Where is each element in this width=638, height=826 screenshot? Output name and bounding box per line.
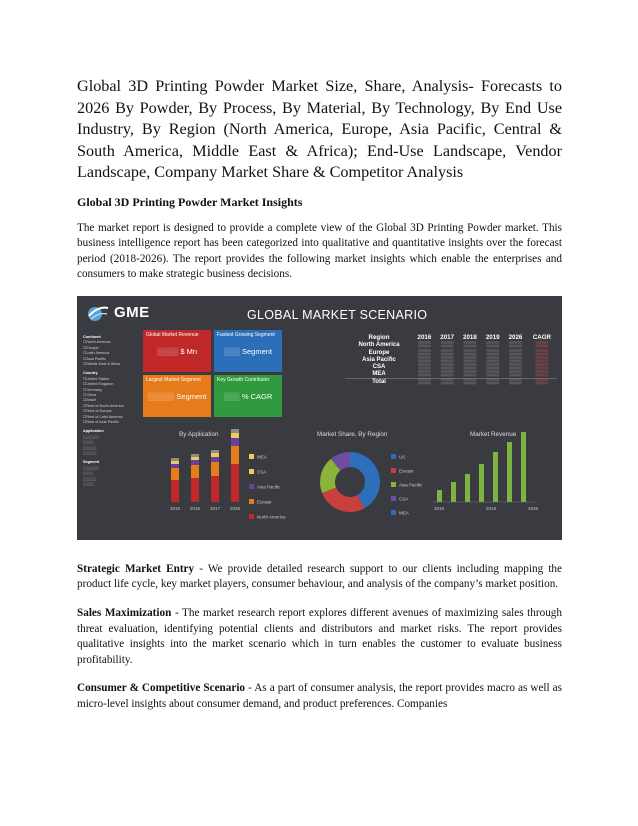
application-legend-label: Europe	[257, 499, 272, 505]
donut-legend-label: CSA	[399, 496, 409, 502]
region-table-row	[345, 363, 557, 370]
growth-value: % CAGR	[241, 391, 273, 401]
region-table-row	[345, 378, 557, 386]
application-legend-label: CSA	[257, 469, 267, 475]
benefit-paragraphs	[77, 562, 562, 713]
redacted-cell: ▒▒▒	[535, 371, 549, 378]
region-name: CSA	[372, 364, 386, 371]
application-bar-segment	[171, 458, 179, 461]
donut-legend-swatch	[391, 454, 396, 459]
kpi-boxes	[143, 330, 283, 418]
application-bar-segment	[191, 454, 199, 457]
benefit-text: - As a part of consumer analysis, the report provides macro as well as micro-level insights about consumer demand, and product preferences. Companies	[77, 682, 562, 711]
application-legend-label: North America	[257, 514, 286, 520]
region-name: Asia Pacific	[362, 356, 396, 363]
application-bar-segment	[231, 429, 239, 433]
region-table-row	[345, 349, 557, 356]
country-checkbox[interactable]: ☐United Kingdom	[83, 382, 114, 387]
continent-checkbox[interactable]: ☐Middle East & Africa	[83, 361, 121, 366]
revenue-box: Global Market Revenue ▒▒▒▒ $ Mn	[143, 330, 211, 372]
revenue-bar	[493, 452, 498, 502]
region-table-header: Region	[368, 333, 390, 341]
application-legend-swatch	[249, 499, 254, 504]
insights-heading: Global 3D Printing Powder Market Insights	[77, 194, 303, 209]
application-legend-swatch	[249, 514, 254, 519]
application-bar-segment	[211, 476, 219, 502]
region-table-header: CAGR	[532, 333, 552, 341]
donut-legend-swatch	[391, 468, 396, 473]
growth-box: Key Growth Contributor ▒▒▒ % CAGR	[214, 375, 282, 417]
redacted-cell: ▒▒▒	[440, 342, 454, 349]
revenue-bar	[479, 464, 484, 502]
region-table-header: 2016	[417, 333, 432, 341]
benefit-paragraph	[77, 606, 562, 668]
application-year-label: 2016	[189, 505, 201, 511]
country-list	[83, 377, 143, 426]
country-checkbox[interactable]: ☐United States	[83, 376, 110, 381]
redacted-cell: ▒▒▒	[481, 378, 504, 386]
application-bar-segment	[191, 457, 199, 460]
redacted-cell: ▒▒▒	[440, 364, 454, 371]
redacted-cell: ▒▒▒	[504, 378, 527, 386]
donut-legend-swatch	[391, 482, 396, 487]
segment-list-blurred: ▒▒▒▒▒▒ ▒▒▒▒ ▒▒▒▒▒ ▒▒▒▒	[83, 465, 100, 487]
fastest-value: Segment	[242, 346, 273, 356]
revenue-year-label: 2026	[527, 505, 539, 511]
donut-legend-swatch	[391, 496, 396, 501]
application-bar-segment	[211, 462, 219, 476]
scenario-heading: GLOBAL MARKET SCENARIO	[247, 307, 428, 322]
donut-slice	[350, 452, 380, 508]
redacted-cell: ▒▒▒	[418, 356, 431, 363]
region-table-header: 2019	[485, 333, 500, 341]
redacted-cell: ▒▒▒	[463, 342, 477, 349]
donut-legend-label: Europe	[399, 468, 414, 474]
redacted-cell: ▒▒▒	[535, 349, 549, 356]
continent-checkbox[interactable]: ☐North America	[83, 340, 111, 345]
application-bar-segment	[211, 457, 219, 462]
region-table-row	[345, 342, 557, 349]
country-checkbox[interactable]: ☐Rest of North America	[83, 403, 124, 408]
market-share-label: Market Share, By Region	[317, 430, 388, 438]
redacted-cell: ▒▒▒	[509, 371, 522, 378]
revenue-value: $ Mn	[180, 346, 198, 356]
application-bar-segment	[191, 460, 199, 465]
revenue-bar	[465, 474, 470, 502]
application-bar-segment	[171, 468, 179, 480]
revenue-bar	[451, 482, 456, 502]
application-bar-segment	[171, 480, 179, 502]
country-checkbox[interactable]: ☐Brazil	[83, 398, 96, 403]
market-scenario-infographic	[77, 296, 562, 540]
country-checkbox[interactable]: ☐China	[83, 392, 97, 397]
redacted-cell: ▒▒▒	[440, 371, 454, 378]
revenue-bar	[507, 442, 512, 502]
region-table	[345, 333, 557, 386]
revenue-bar	[437, 490, 442, 502]
donut-legend-label: MEA	[399, 510, 409, 516]
redacted-cell: ▒▒▒	[486, 342, 500, 349]
donut-slice	[322, 487, 364, 511]
application-year-label: 2026	[229, 505, 241, 511]
fastest-box: Fastest Growing Segment ▒▒▒ Segment	[214, 330, 282, 372]
document-page	[77, 76, 562, 726]
continent-list	[83, 340, 143, 367]
application-list-blurred: ▒▒▒▒▒▒ ▒▒▒▒ ▒▒▒▒▒ ▒▒▒▒▒	[83, 434, 100, 455]
logo-text: GME	[114, 304, 150, 322]
redacted-cell: ▒▒▒	[440, 349, 454, 356]
segment-label: Segment	[83, 460, 100, 465]
continent-checkbox[interactable]: ☐Europe	[83, 345, 99, 350]
region-table-header: 2026	[508, 333, 523, 341]
redacted-cell: ▒▒▒	[418, 349, 431, 356]
country-checkbox[interactable]: ☐Rest of Europe	[83, 409, 112, 414]
redacted-cell: ▒▒▒	[459, 378, 482, 386]
country-label: Country	[83, 371, 98, 376]
intro-paragraph: The market report is designed to provide a complete view of the Global 3D Printing Powder market. This business intelligence report has been categorized into qualitative and quantitative insights over the forecast period (2018-2026). The report provides the following market insights which enable the enterprises and consumers to make strategic business decisions.	[77, 221, 562, 281]
donut-legend-swatch	[391, 510, 396, 515]
globe-icon	[87, 304, 109, 322]
redacted-cell: ▒▒▒	[463, 349, 477, 356]
donut-legend-label: Asia Pacific	[399, 482, 423, 488]
revenue-label: Global Market Revenue	[146, 331, 199, 338]
redacted-cell: ▒▒▒	[418, 371, 431, 378]
application-legend-label: MEA	[257, 454, 267, 460]
redacted-cell: ▒▒▒	[509, 364, 522, 371]
region-table-row	[345, 371, 557, 379]
continent-checkbox[interactable]: ☐Latin America	[83, 351, 110, 356]
benefit-paragraph	[77, 562, 562, 593]
redacted-cell: ▒▒▒	[509, 349, 522, 356]
redacted-cell: ▒▒▒	[418, 364, 431, 371]
redacted-cell: ▒▒▒	[413, 378, 436, 386]
application-legend-label: Asia Pacific	[257, 484, 281, 490]
donut-slice	[320, 459, 340, 493]
region-name: North America	[358, 342, 400, 349]
redacted-cell: ▒▒▒	[509, 342, 522, 349]
application-year-label: 2017	[209, 505, 221, 511]
donut-legend-label: US	[399, 454, 406, 460]
gme-logo	[87, 304, 150, 322]
application-legend-swatch	[249, 454, 254, 459]
benefit-text: - The market research report explores different avenues of maximizing sales through threat evaluation, identifying potential clients and distributors and market risks. The report provides qualitative insights into the market scenario which in turn enables the customer to evaluate business profitability.	[77, 607, 562, 666]
continent-label: Continent	[83, 334, 101, 339]
market-revenue-label: Market Revenue	[470, 430, 517, 438]
report-title: Global 3D Printing Powder Market Size, Share, Analysis- Forecasts to 2026 By Powder, By Process, By Material, By Technology, By End Use Industry, By Region (North America, Europe, Asia Pacific, Central & South America, Middle East & Africa); End-Use Landscape, Vendor Landscape, Company Market Share & Competitor Analysis	[77, 77, 562, 181]
application-bar-segment	[171, 464, 179, 468]
by-application-label: By Application	[179, 430, 219, 438]
application-bar-segment	[231, 446, 239, 464]
fastest-label: Fastest Growing Segment	[217, 331, 275, 338]
application-bar-segment	[211, 450, 219, 453]
redacted-cell: ▒▒▒	[535, 342, 549, 349]
redacted-cell: ▒▒▒	[509, 356, 522, 363]
region-table-row	[345, 356, 557, 363]
region-name: MEA	[372, 371, 386, 378]
application-bar-segment	[231, 433, 239, 438]
largest-value: Segment	[176, 391, 207, 401]
redacted-cell: ▒▒▒	[486, 349, 500, 356]
continent-checkbox[interactable]: ☐Asia Pacific	[83, 356, 107, 361]
revenue-year-label: 2019	[485, 505, 497, 511]
revenue-year-label: 2016	[433, 505, 445, 511]
application-label: Application	[83, 429, 104, 434]
filter-sidebar	[83, 331, 143, 488]
benefit-label: Sales Maximization	[77, 607, 172, 620]
revenue-bar	[521, 432, 526, 502]
benefit-label: Strategic Market Entry	[77, 562, 195, 575]
application-bar-segment	[191, 478, 199, 502]
redacted-cell: ▒▒▒	[418, 342, 431, 349]
application-bar-segment	[211, 453, 219, 457]
redacted-cell: ▒▒▒	[440, 356, 454, 363]
application-legend-swatch	[249, 484, 254, 489]
application-bar-segment	[231, 464, 239, 502]
redacted-cell: ▒▒▒	[535, 356, 549, 363]
region-table-header: 2017	[440, 333, 455, 341]
country-checkbox[interactable]: ☐Rest of Asia Pacific	[83, 419, 119, 424]
redacted-cell: ▒▒▒	[463, 371, 477, 378]
region-name: Europe	[368, 349, 390, 356]
region-table-header: 2018	[463, 333, 477, 341]
region-name: Total	[345, 378, 413, 386]
benefit-paragraph	[77, 681, 562, 712]
redacted-cell: ▒▒▒	[463, 356, 477, 363]
application-bar-segment	[171, 461, 179, 464]
redacted-cell: ▒▒▒	[463, 364, 477, 371]
donut-slice	[331, 452, 350, 470]
redacted-cell: ▒▒▒	[527, 378, 557, 386]
redacted-cell: ▒▒▒	[436, 378, 459, 386]
country-checkbox[interactable]: ☐Germany	[83, 387, 103, 392]
application-bar-segment	[191, 465, 199, 478]
application-bar-segment	[231, 438, 239, 446]
redacted-cell: ▒▒▒	[486, 371, 500, 378]
redacted-cell: ▒▒▒	[486, 364, 500, 371]
growth-label: Key Growth Contributor	[217, 376, 270, 383]
benefit-text: - We provide detailed research support to our clients including mapping the product life cycle, key market players, consumer behaviour, and analysis of the company’s market position.	[77, 562, 562, 591]
country-checkbox[interactable]: ☐Rest of Latin America	[83, 414, 123, 419]
largest-label: Largest Market Segment	[146, 376, 201, 383]
largest-box: Largest Market Segment ▒▒▒▒▒ Segment	[143, 375, 211, 417]
application-year-label: 2015	[169, 505, 181, 511]
application-legend-swatch	[249, 469, 254, 474]
redacted-cell: ▒▒▒	[535, 364, 549, 371]
benefit-label: Consumer & Competitive Scenario	[77, 682, 246, 695]
redacted-cell: ▒▒▒	[486, 356, 500, 363]
